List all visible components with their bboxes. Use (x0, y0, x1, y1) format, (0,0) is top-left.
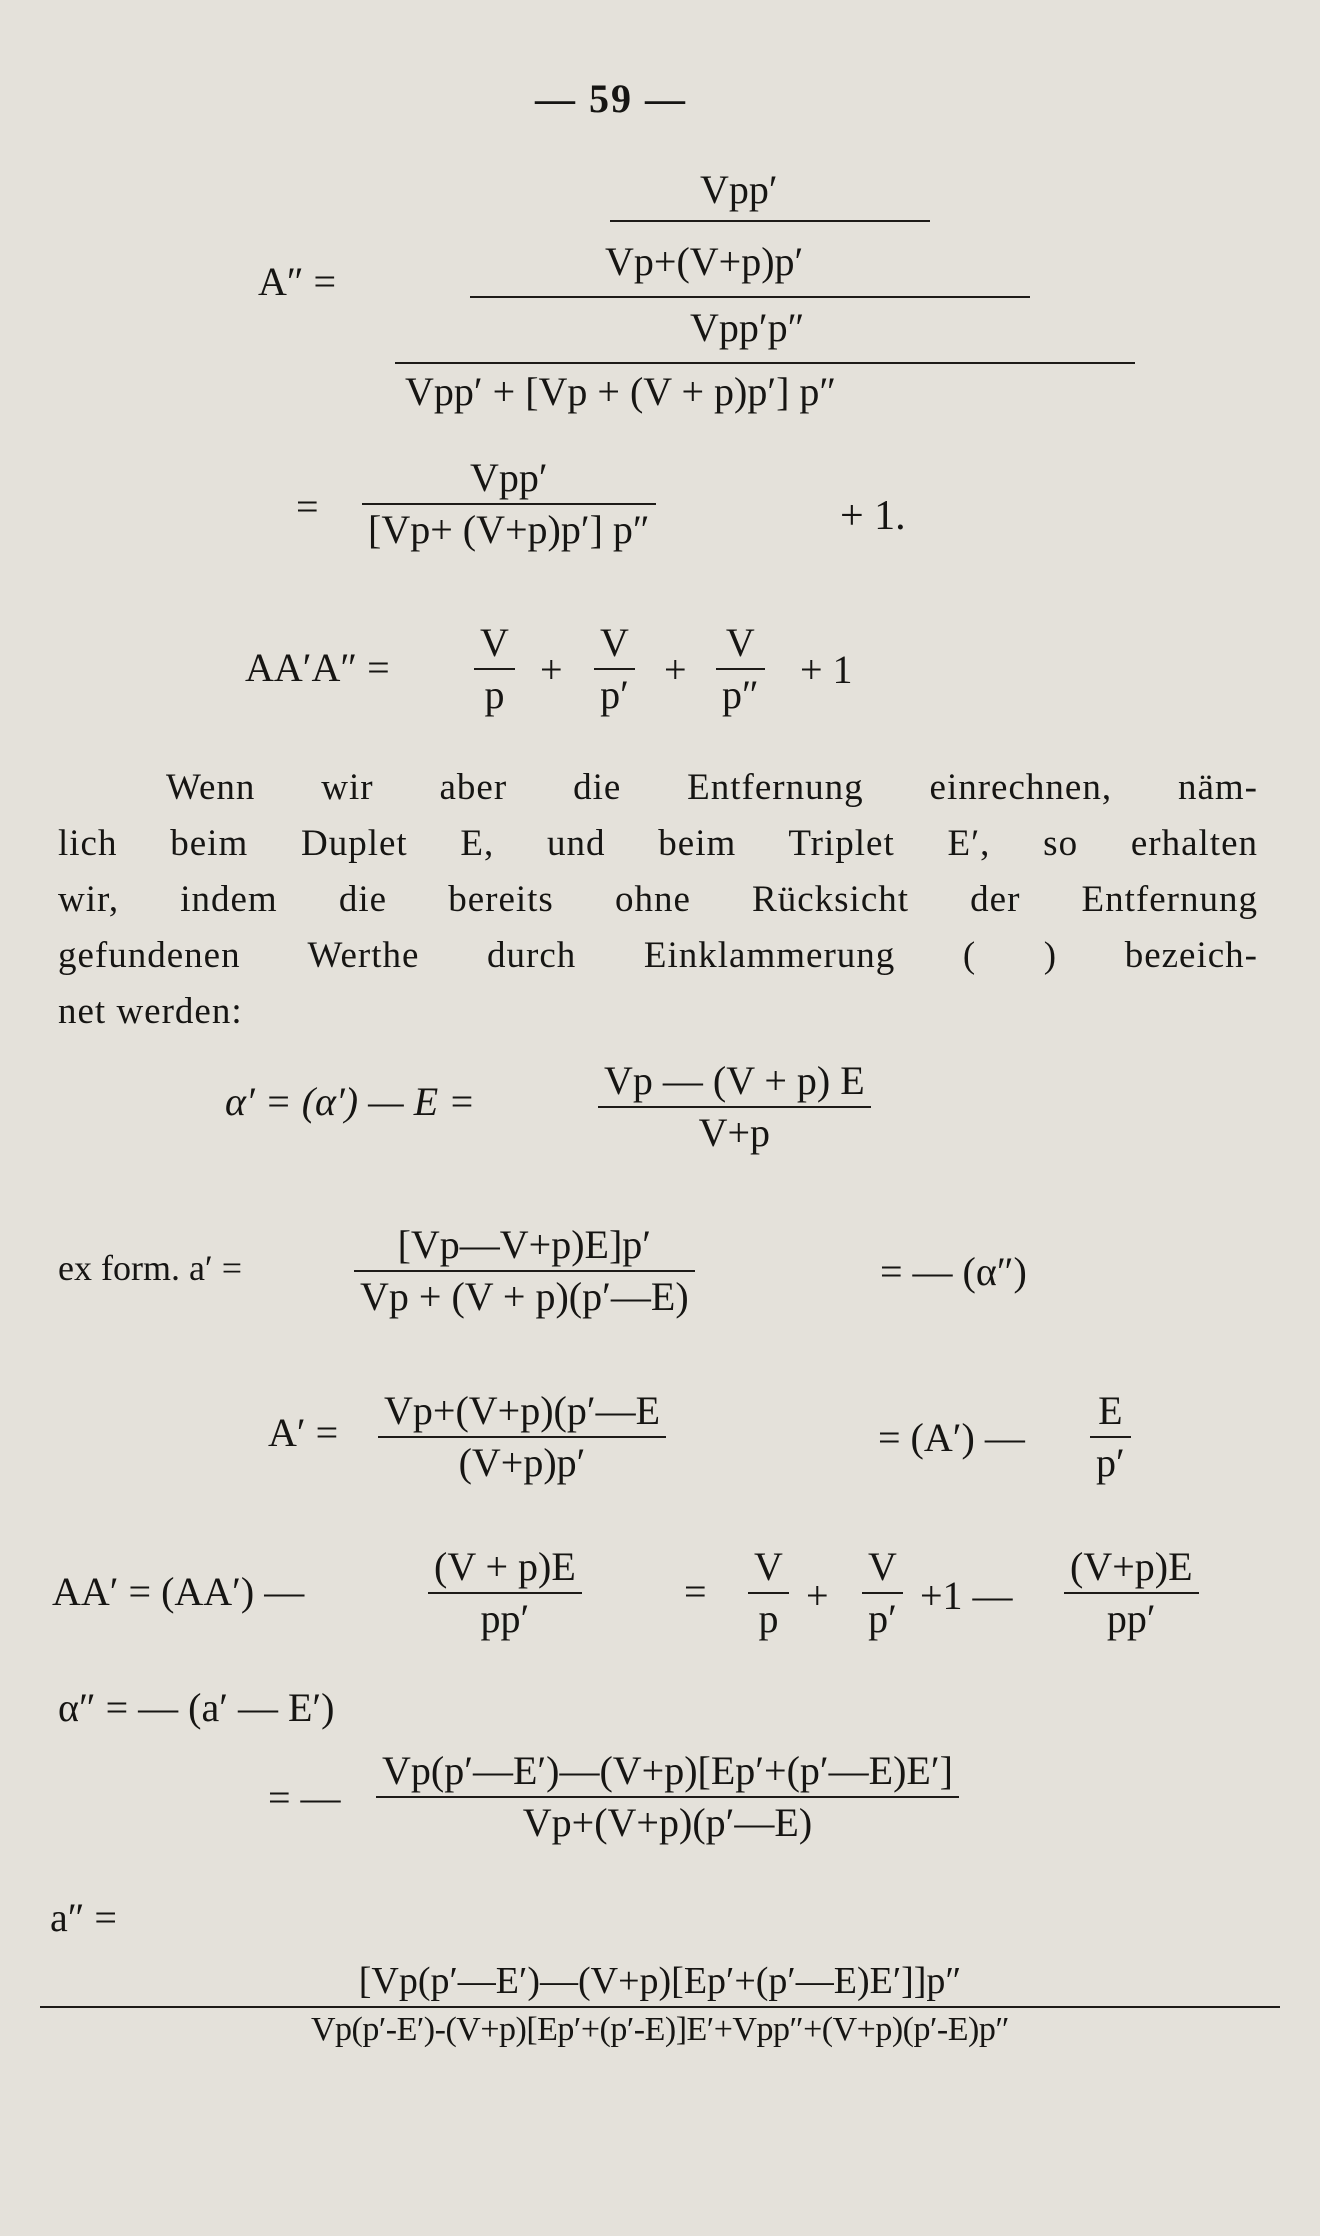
eq4-fraction (598, 1058, 871, 1156)
eq7-fraction3-denominator: p′ (868, 1596, 897, 1641)
eq7-fraction2 (748, 1544, 789, 1642)
eq3-plus1: + (540, 647, 563, 692)
eq5-fraction-bar (354, 1270, 695, 1272)
eq1-outer-numerator: Vpp′p″ (690, 305, 805, 350)
eq3-term3-numerator: V (725, 620, 755, 665)
eq11-fraction (40, 1960, 1280, 2049)
eq3-term1-denominator: p (484, 672, 505, 717)
eq1-main-fraction-bar (395, 362, 1135, 364)
eq5-numerator: [Vp—V+p)E]p′ (397, 1222, 652, 1267)
eq11-fraction-bar (40, 2006, 1280, 2008)
eq2-denominator: [Vp+ (V+p)p′] p″ (368, 507, 650, 552)
eq3-term3-denominator: p″ (722, 672, 759, 717)
paragraph-line: wir, indem die bereits ohne Rücksicht der Entfernung (58, 879, 1258, 920)
eq7-lhs: AA′ = (AA′) — (52, 1569, 305, 1614)
eq3-plus2: + (664, 647, 687, 692)
eq2-fraction (362, 455, 656, 553)
eq1-inner-fraction-bar (610, 220, 930, 222)
eq2-tail: + 1. (840, 493, 906, 539)
eq4-lhs: α′ = (α′) — E = (225, 1079, 476, 1124)
paragraph-line: lich beim Duplet E, und beim Triplet E′, so erhalten (58, 823, 1258, 864)
eq7-fraction4-denominator: pp′ (1106, 1596, 1156, 1641)
eq3-term2-bar (594, 668, 635, 670)
eq7-fraction2-numerator: V (754, 1544, 783, 1589)
eq7-fraction1-bar (428, 1592, 582, 1594)
eq4-denominator: V+p (698, 1110, 771, 1155)
eq7-fraction4-numerator: (V+p)E (1070, 1544, 1193, 1589)
eq3-term2-denominator: p′ (600, 672, 629, 717)
eq6-lhs: A′ = (268, 1410, 339, 1455)
eq8-line: α″ = — (a′ — E′) (58, 1685, 335, 1730)
eq9-equals: = — (268, 1775, 341, 1820)
eq7-fraction3 (862, 1544, 903, 1642)
eq5-denominator: Vp + (V + p)(p′—E) (360, 1274, 689, 1319)
eq6-denominator: (V+p)p′ (458, 1440, 586, 1485)
eq9-numerator: Vp(p′—E′)—(V+p)[Ep′+(p′—E)E′] (382, 1748, 953, 1793)
eq3-term1-bar (474, 668, 515, 670)
eq1-outer-denominator: Vpp′ + [Vp + (V + p)p′] p″ (405, 369, 837, 414)
eq6-right-denominator: p′ (1096, 1440, 1125, 1485)
eq2-fraction-bar (362, 503, 656, 505)
eq1-lhs: A″ = (258, 259, 337, 304)
eq3-term3-bar (716, 668, 765, 670)
eq3-term3 (716, 620, 765, 718)
eq4-numerator: Vp — (V + p) E (604, 1058, 865, 1103)
eq1-inner-numerator: Vpp′ (700, 167, 778, 212)
eq9-fraction-bar (376, 1796, 959, 1798)
eq7-equals: = (684, 1569, 707, 1614)
eq6-fraction (378, 1388, 666, 1486)
eq3-term2-numerator: V (600, 620, 629, 665)
eq10-lhs: a″ = (50, 1895, 117, 1940)
eq11-numerator: [Vp(p′—E′)—(V+p)[Ep′+(p′—E)E′]]p″ (358, 1960, 962, 2002)
eq3-lhs: AA′A″ = (245, 645, 390, 690)
eq3-term2 (594, 620, 635, 718)
eq7-plus1: + (806, 1573, 829, 1618)
eq5-fraction (354, 1222, 695, 1320)
eq7-fraction2-bar (748, 1592, 789, 1594)
eq6-right-fraction (1090, 1388, 1131, 1486)
eq6-right-fraction-bar (1090, 1436, 1131, 1438)
eq4-fraction-bar (598, 1106, 871, 1108)
eq7-fraction4-bar (1064, 1592, 1199, 1594)
eq6-mid: = (A′) — (878, 1415, 1025, 1460)
eq3-term1 (474, 620, 515, 718)
eq3-term1-numerator: V (480, 620, 509, 665)
eq7-fraction3-numerator: V (868, 1544, 897, 1589)
eq1-middle-fraction-bar (470, 296, 1030, 298)
eq7-mid: +1 — (920, 1573, 1013, 1618)
eq9-fraction (376, 1748, 959, 1846)
eq7-fraction3-bar (862, 1592, 903, 1594)
eq6-numerator: Vp+(V+p)(p′—E (384, 1388, 661, 1433)
eq9-denominator: Vp+(V+p)(p′—E) (522, 1800, 813, 1845)
eq7-fraction2-denominator: p (758, 1596, 779, 1641)
eq7-fraction1 (428, 1544, 582, 1642)
eq7-fraction4 (1064, 1544, 1199, 1642)
eq7-fraction1-numerator: (V + p)E (434, 1544, 576, 1589)
page-number: — 59 — (535, 76, 687, 121)
eq3-tail: + 1 (800, 647, 853, 692)
eq5-tail: = — (α″) (880, 1249, 1027, 1294)
paragraph-line: gefundenen Werthe durch Einklammerung ( ) bezeich- (58, 935, 1258, 976)
eq7-fraction1-denominator: pp′ (480, 1596, 530, 1641)
eq2-numerator: Vpp′ (469, 455, 548, 500)
paragraph-line: Wenn wir aber die Entfernung einrechnen, näm- (166, 767, 1258, 808)
eq2-equals: = (296, 484, 319, 529)
eq1-inner-denominator: Vp+(V+p)p′ (605, 239, 804, 284)
eq6-right-numerator: E (1098, 1388, 1123, 1433)
eq11-denominator: Vp(p′-E′)-(V+p)[Ep′+(p′-E)]E′+Vpp″+(V+p)(p′-E)p″ (310, 2010, 1010, 2048)
paragraph-line: net werden: (58, 991, 243, 1032)
eq6-fraction-bar (378, 1436, 666, 1438)
eq5-prefix: ex form. a′ = (58, 1248, 243, 1288)
body-paragraph (58, 760, 1258, 1040)
